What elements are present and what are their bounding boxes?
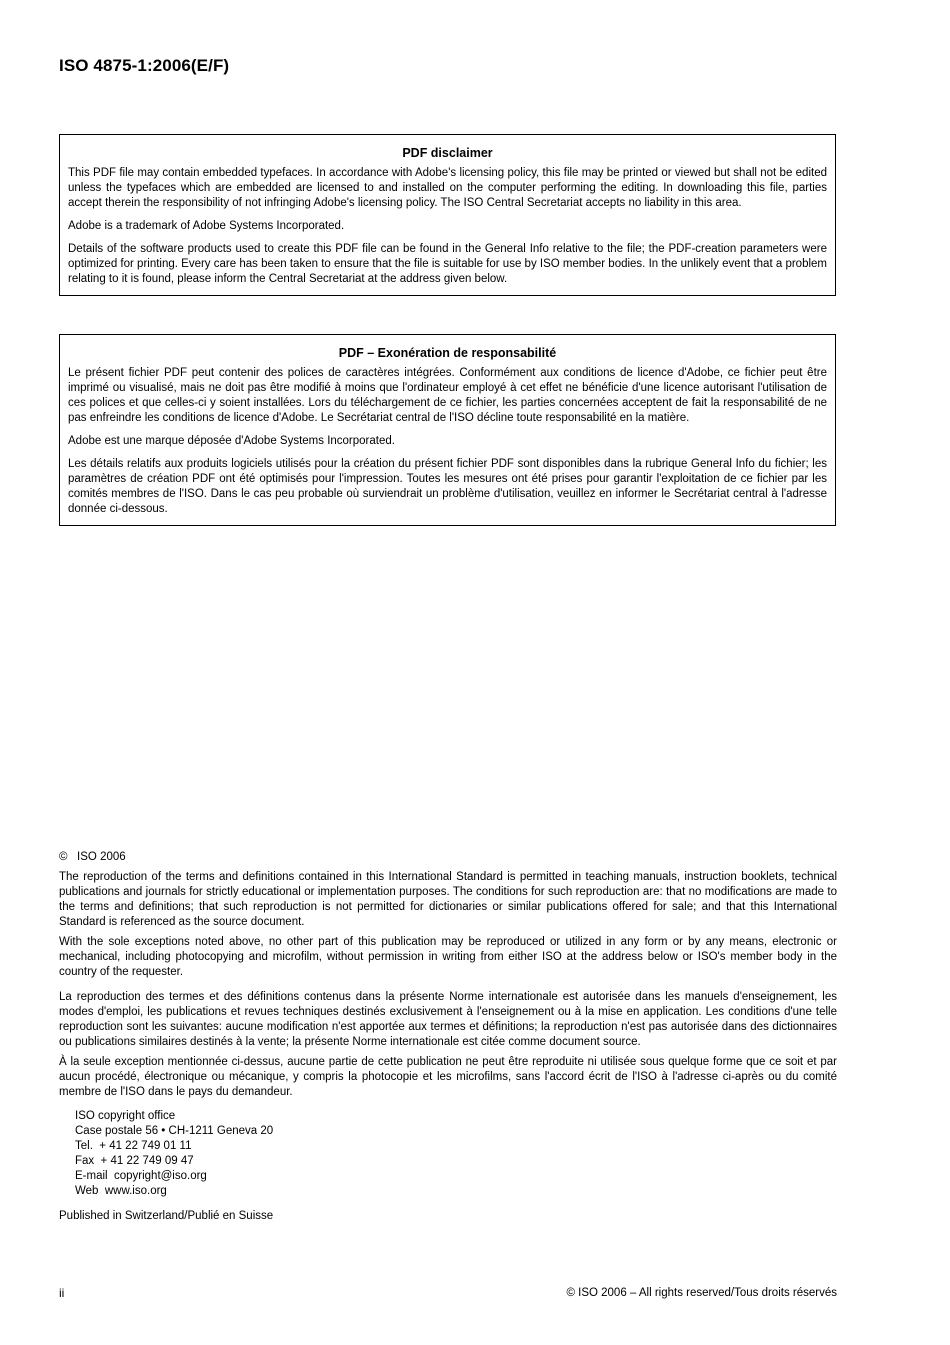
copyright-paragraph-en: The reproduction of the terms and definitions contained in this International Standard is permitted in teaching manuals, instruction booklets, technical publications and journals for strictly educational or implementation purposes. The conditions for such reproduction are: that no modifications are made to the terms and definitions; that such reproduction is not permitted for dictionaries or similar publications offered for sale; and that this International Standard is referenced as the source document.: [59, 871, 837, 928]
pdf-disclaimer-heading: PDF disclaimer: [402, 146, 493, 160]
footer-rights: © ISO 2006 – All rights reserved/Tous droits réservés: [566, 1287, 837, 1299]
address-line: Fax + 41 22 749 09 47: [75, 1155, 194, 1167]
pdf-exoneration-heading: PDF – Exonération de responsabilité: [338, 346, 557, 360]
pdf-exoneration-box: [59, 334, 836, 526]
disclaimer-paragraph: Adobe is a trademark of Adobe Systems Incorporated.: [68, 220, 345, 232]
pdf-disclaimer-box: [59, 134, 836, 296]
exoneration-paragraph: Les détails relatifs aux produits logiciels utilisés pour la création du présent fichier PDF sont disponibles dans la rubrique General Info du fichier; les paramètres de création PDF ont été optimisés pour l'impression. Toutes les mesures ont été prises pour garantir l'exploitation de ce fichier par les comités membres de l'ISO. Dans le cas peu probable où surviendrait un problème d'utilisation, veuillez en informer le Secrétariat central à l'adresse donnée ci-dessous.: [68, 458, 827, 515]
published-in: Published in Switzerland/Publié en Suisse: [59, 1210, 274, 1222]
address-line: ISO copyright office: [75, 1110, 176, 1122]
copyright-paragraph-fr: La reproduction des termes et des définitions contenus dans la présente Norme internationale est autorisée dans les manuels d'enseignement, les modes d'emploi, les publications et revues techniques destinés exclusivement à l'enseignement ou à la mise en application. Les conditions d'une telle reproduction sont les suivantes: aucune modification n'est apportée aux termes et définitions; la reproduction n'est pas autorisée dans des dictionnaires ou publications similaires destinés à la vente; la présente Norme internationale est citée comme document source.: [59, 991, 837, 1048]
address-line: Tel. + 41 22 749 01 11: [75, 1140, 192, 1152]
copyright-office-address: [75, 1109, 837, 1199]
exoneration-paragraph: Adobe est une marque déposée d'Adobe Systems Incorporated.: [68, 435, 395, 447]
disclaimer-paragraph: This PDF file may contain embedded typefaces. In accordance with Adobe's licensing policy, this file may be printed or viewed but shall not be edited unless the typefaces which are embedded are licensed to and installed on the computer performing the editing. In downloading this file, parties accept therein the responsibility of not infringing Adobe's licensing policy. The ISO Central Secretariat accepts no liability in this area.: [68, 167, 827, 209]
address-line: Web www.iso.org: [75, 1185, 167, 1197]
page-number: ii: [59, 1286, 65, 1300]
address-line: E-mail copyright@iso.org: [75, 1170, 207, 1182]
copyright-paragraph-fr: À la seule exception mentionnée ci-dessus, aucune partie de cette publication ne peut être reproduite ni utilisée sous quelque forme que ce soit et par aucun procédé, électronique ou mécanique, y compris la photocopie et les microfilms, sans l'accord écrit de l'ISO à l'adresse ci-après ou du comité membre de l'ISO dans le pays du demandeur.: [59, 1056, 837, 1098]
copyright-notice: [59, 850, 837, 1229]
exoneration-paragraph: Le présent fichier PDF peut contenir des polices de caractères intégrées. Conformément aux conditions de licence d'Adobe, ce fichier peut être imprimé ou visualisé, mais ne doit pas être modifié à moins que l'ordinateur employé à cet effet ne bénéficie d'une licence autorisant l'utilisation de ces polices et que celles-ci y soient installées. Lors du téléchargement de ce fichier, les parties concernées acceptent de fait la responsabilité de ne pas enfreindre les conditions de licence d'Adobe. Le Secrétariat central de l'ISO décline toute responsabilité en la matière.: [68, 367, 827, 424]
document-title: ISO 4875-1:2006(E/F): [59, 56, 230, 75]
address-line: Case postale 56 • CH-1211 Geneva 20: [75, 1125, 274, 1137]
disclaimer-paragraph: Details of the software products used to create this PDF file can be found in the General Info relative to the file; the PDF-creation parameters were optimized for printing. Every care has been taken to ensure that the file is suitable for use by ISO member bodies. In the unlikely event that a problem relating to it is found, please inform the Central Secretariat at the address given below.: [68, 243, 827, 285]
copyright-line: © ISO 2006: [59, 851, 126, 863]
copyright-paragraph-en: With the sole exceptions noted above, no other part of this publication may be reproduced or utilized in any form or by any means, electronic or mechanical, including photocopying and microfilm, without permission in writing from either ISO at the address below or ISO's member body in the country of the requester.: [59, 936, 837, 978]
